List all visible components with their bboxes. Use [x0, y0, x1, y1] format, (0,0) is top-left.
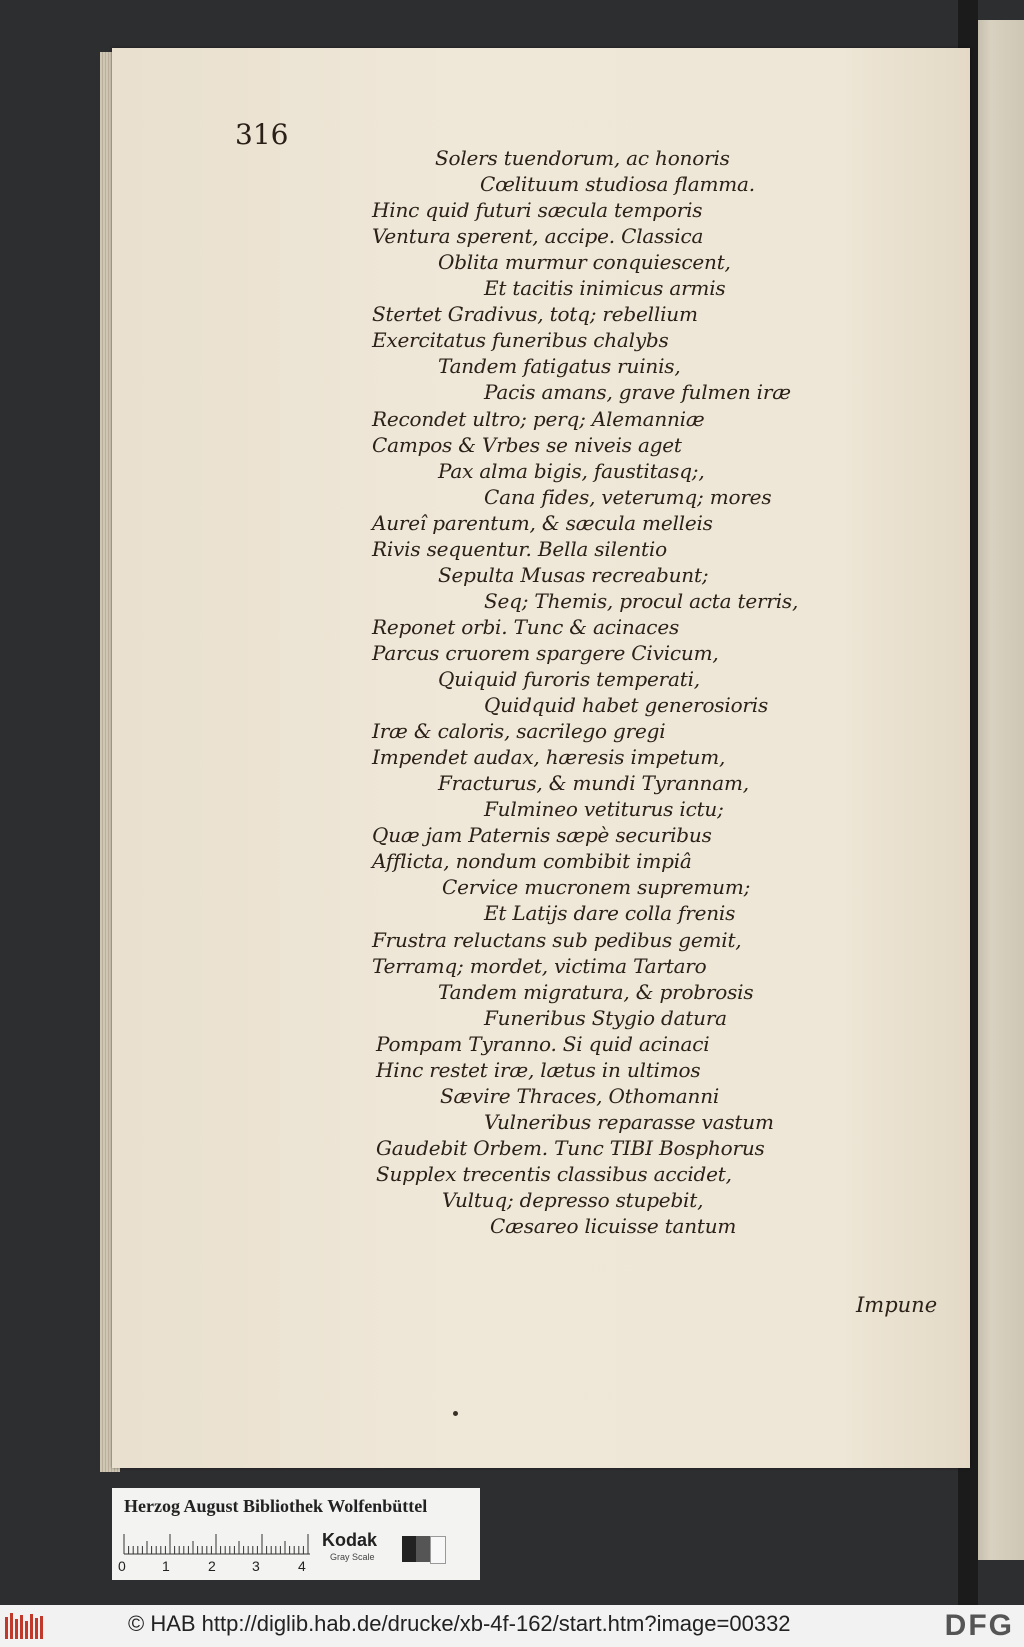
verse-line: Aureî parentum, & sæcula melleis [372, 510, 713, 535]
library-label [112, 1488, 480, 1580]
verse-line: Cæsareo licuisse tantum [490, 1214, 737, 1239]
verse-line: Exercitatus funeribus chalybs [372, 328, 669, 353]
verse-line: Solers tuendorum, ac honoris [435, 146, 730, 170]
verse-line: Hinc quid futuri sæcula temporis [372, 198, 703, 223]
verse-line: Iræ & caloris, sacrilego gregi [372, 719, 666, 744]
verse-line: Quidquid habet generosioris [484, 693, 769, 718]
verse-line: Et tacitis inimicus armis [484, 276, 726, 301]
verse-line: Fracturus, & mundi Tyrannam, [438, 771, 749, 796]
verse-line: Sævire Thraces, Othomanni [440, 1083, 720, 1108]
footer-bar [0, 1605, 1024, 1647]
black-swatch [402, 1536, 416, 1562]
ruler-number: 0 [118, 1558, 126, 1574]
gray-scale-caption: Gray Scale [330, 1552, 375, 1562]
catchword: Impune [856, 1293, 938, 1317]
verse-line: Vulneribus reparasse vastum [484, 1109, 774, 1134]
verse-line: Cœlituum studiosa flamma. [480, 172, 755, 197]
verse-line: Et Latijs dare colla frenis [484, 901, 736, 926]
verse-line: Seq; Themis, procul acta terris, [484, 588, 799, 613]
verse-line: Sepulta Musas recreabunt; [438, 562, 709, 587]
verse-line: Parcus cruorem spargere Civicum, [372, 640, 719, 665]
verse-line: Vultuq; depresso stupebit, [442, 1188, 704, 1212]
page-number: 316 [235, 118, 289, 151]
verse-line: Hinc restet iræ, lætus in ultimos [376, 1057, 701, 1082]
verse-line: Ventura sperent, accipe. Classica [372, 224, 704, 249]
verse-line: Fulmineo vetiturus ictu; [484, 797, 724, 822]
hab-logo-icon [4, 1611, 48, 1641]
verse-line: Terramq; mordet, victima Tartaro [372, 953, 707, 978]
verse-line: Tandem migratura, & probrosis [438, 979, 754, 1004]
verse-line: Pompam Tyranno. Si quid acinaci [376, 1031, 710, 1056]
verse-line: Impendet audax, hæresis impetum, [372, 745, 726, 770]
verse-line: Tandem fatigatus ruinis, [438, 354, 681, 379]
ink-speck [453, 1411, 458, 1416]
verse-line: Funeribus Stygio datura [484, 1005, 727, 1030]
verse-line: Stertet Gradivus, totq; rebellium [372, 302, 698, 327]
institution-name: Herzog August Bibliothek Wolfenbüttel [124, 1496, 428, 1516]
scale-ruler [122, 1528, 312, 1556]
verse-line: Quiquid furoris temperati, [438, 667, 700, 691]
verse-line: Supplex trecentis classibus accidet, [376, 1161, 732, 1186]
ruler-number: 4 [298, 1558, 306, 1574]
verse-line: Quæ jam Paternis sæpè securibus [372, 823, 712, 848]
verse-line: Rivis sequentur. Bella silentio [372, 536, 667, 561]
source-credit: © HAB http://diglib.hab.de/drucke/xb-4f-162/start.htm?image=00332 [128, 1611, 791, 1636]
verse-line: Gaudebit Orbem. Tunc TIBI Bosphorus [376, 1135, 765, 1160]
verse-line: Afflicta, nondum combibit impiâ [372, 849, 692, 874]
ruler-number: 1 [162, 1558, 170, 1574]
dfg-logo: DFG [944, 1609, 1014, 1642]
ruler-number: 3 [252, 1558, 260, 1574]
gray-swatch [416, 1536, 430, 1562]
verse-line: Campos & Vrbes se niveis aget [372, 432, 682, 457]
verse-line: Reponet orbi. Tunc & acinaces [372, 614, 680, 639]
verse-line: Cervice mucronem supremum; [442, 875, 751, 900]
verse-line: Recondet ultro; perq; Alemanniæ [372, 406, 705, 431]
verse-line: Cana fides, veterumq; mores [484, 484, 772, 509]
verse-line: Frustra reluctans sub pedibus gemit, [372, 927, 742, 952]
verse-line: Pacis amans, grave fulmen iræ [484, 380, 791, 405]
ruler-number: 2 [208, 1558, 216, 1574]
kodak-brand: Kodak [322, 1530, 378, 1550]
verse-line: Pax alma bigis, faustitasq;, [438, 458, 705, 483]
white-swatch [430, 1536, 446, 1564]
verse-line: Oblita murmur conquiescent, [438, 250, 731, 275]
